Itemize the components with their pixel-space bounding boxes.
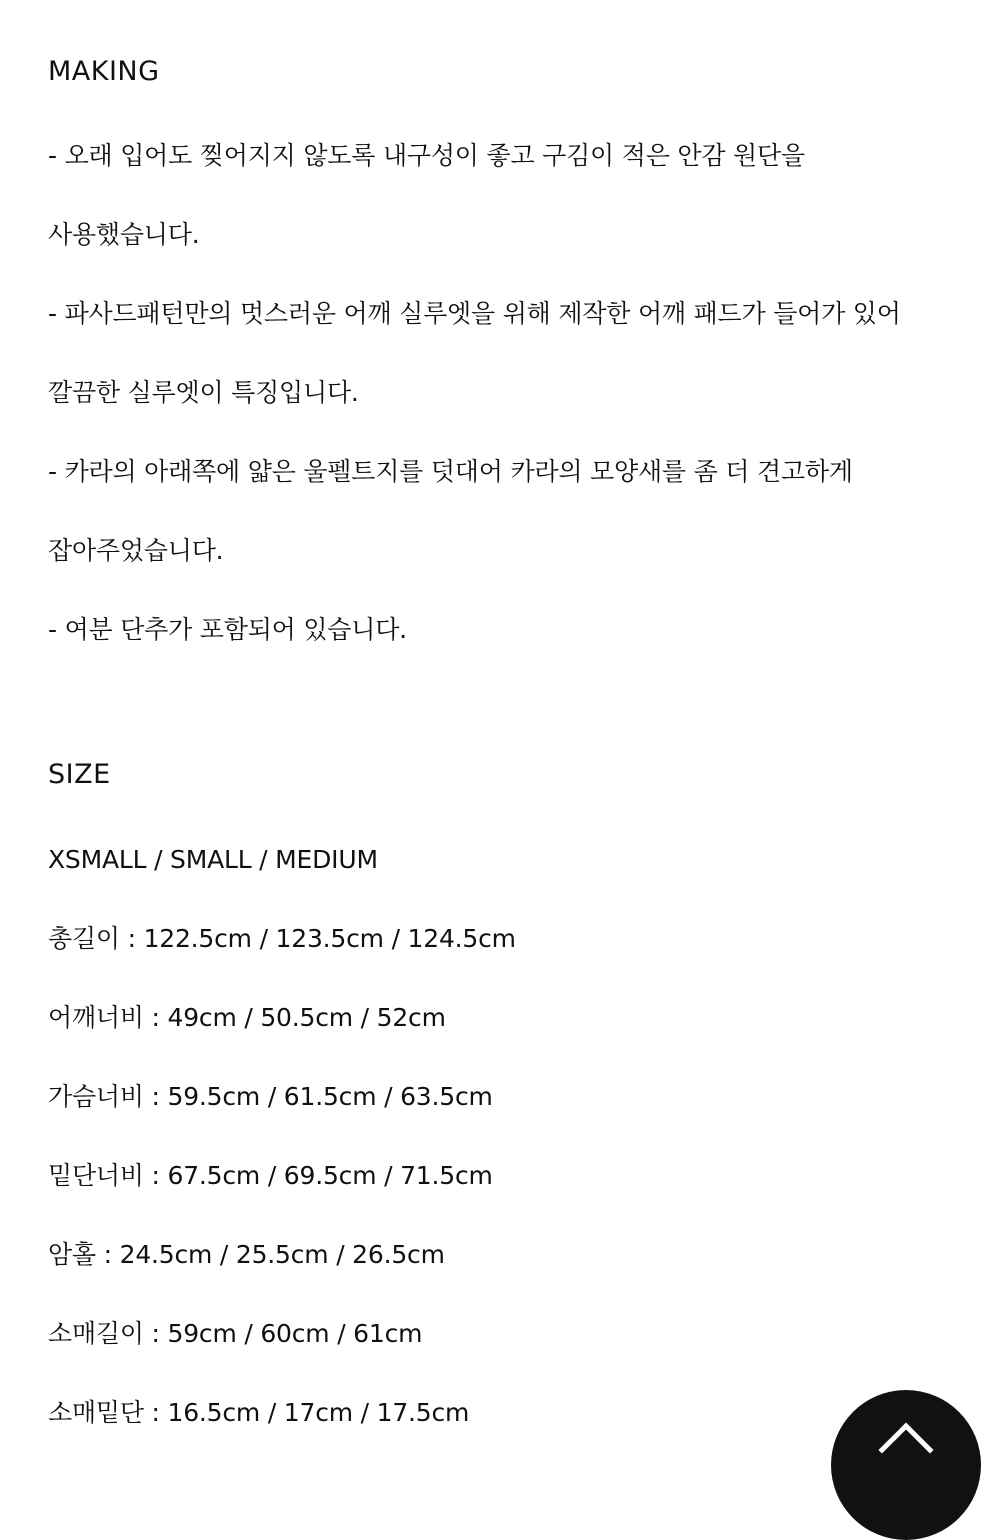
- size-section: [48, 759, 949, 1451]
- making-heading: MAKING: [48, 56, 160, 87]
- making-line: - 카라의 아래쪽에 얇은 울펠트지를 덧대어 카라의 모양새를 좀 더 견고하게 잡아주었습니다.: [48, 457, 853, 566]
- size-measure-row: 소매밑단 : 16.5cm / 17cm / 17.5cm: [48, 1397, 470, 1427]
- size-measure-row: 밑단너비 : 67.5cm / 69.5cm / 71.5cm: [48, 1160, 493, 1190]
- making-section: [48, 56, 949, 669]
- size-heading: SIZE: [48, 759, 111, 791]
- size-measure-row: 가슴너비 : 59.5cm / 61.5cm / 63.5cm: [48, 1081, 493, 1111]
- size-measure-row: 소매길이 : 59cm / 60cm / 61cm: [48, 1318, 423, 1348]
- size-measure-row: 어깨너비 : 49cm / 50.5cm / 52cm: [48, 1002, 446, 1032]
- size-measure-row: 암홀 : 24.5cm / 25.5cm / 26.5cm: [48, 1239, 445, 1269]
- section-spacer: [48, 669, 949, 759]
- making-line: - 오래 입어도 찢어지지 않도록 내구성이 좋고 구김이 적은 안감 원단을 사용했습니다.: [48, 141, 805, 250]
- size-measure-row: 총길이 : 122.5cm / 123.5cm / 124.5cm: [48, 923, 516, 953]
- scroll-to-top-button[interactable]: [831, 1390, 981, 1540]
- making-line: - 여분 단추가 포함되어 있습니다.: [48, 615, 407, 645]
- making-line: - 파사드패턴만의 멋스러운 어깨 실루엣을 위해 제작한 어깨 패드가 들어가 있어 깔끔한 실루엣이 특징입니다.: [48, 299, 901, 408]
- chevron-up-icon: [878, 1420, 934, 1454]
- size-options-label: XSMALL / SMALL / MEDIUM: [48, 844, 378, 874]
